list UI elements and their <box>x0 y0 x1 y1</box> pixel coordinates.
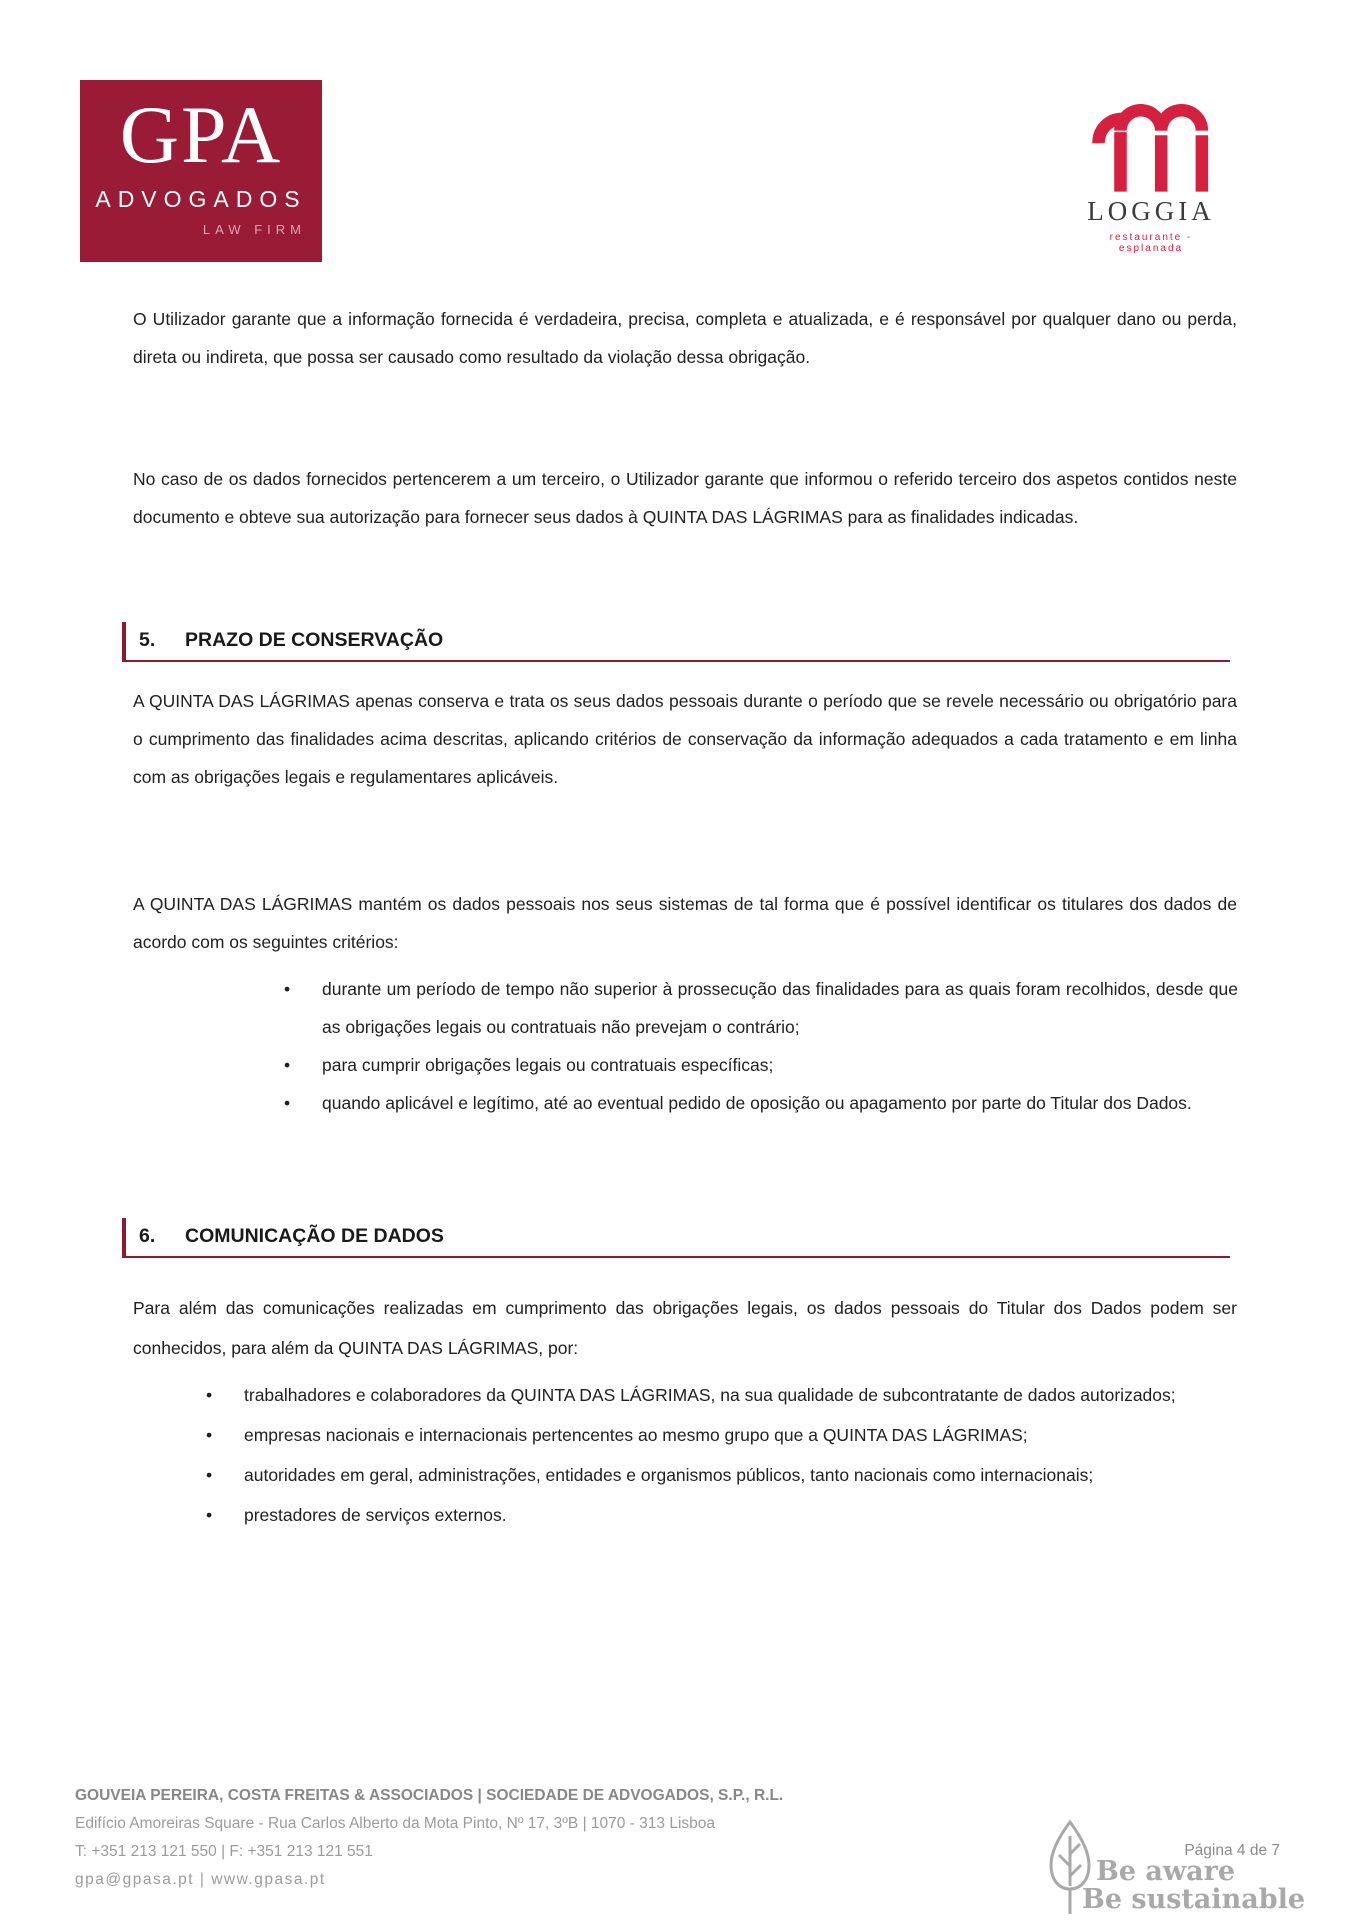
loggia-logo <box>1084 104 1218 254</box>
gpa-logo-acronym: GPA <box>119 89 283 180</box>
section-5-heading <box>122 622 1230 662</box>
list-item: • prestadores de serviços externos. <box>244 1495 1238 1535</box>
paragraph-third-party-data: No caso de os dados fornecidos pertencerem a um terceiro, o Utilizador garante que informou o referido terceiro dos aspetos contidos neste documento e obteve sua autorização para fornecer seus dados à QUINTA DAS LÁGRIMAS para as finalidades indicadas. <box>133 469 1237 527</box>
loggia-logo-tagline: restaurante - esplanada <box>1109 232 1193 254</box>
gpa-advogados-logo <box>80 80 322 262</box>
section-6-paragraph-1: Para além das comunicações realizadas em cumprimento das obrigações legais, os dados pessoais do Titular dos Dados podem ser conhecidos, para além da QUINTA DAS LÁGRIMAS, por: <box>133 1298 1237 1358</box>
list-item: • trabalhadores e colaboradores da QUINTA DAS LÁGRIMAS, na sua qualidade de subcontratante de dados autorizados; <box>244 1375 1238 1415</box>
section-5-bullet-list <box>322 970 1238 1122</box>
list-item: • quando aplicável e legítimo, até ao eventual pedido de oposição ou apagamento por parte do Titular dos Dados. <box>322 1084 1238 1122</box>
loggia-logo-name: LOGGIA <box>1087 196 1215 226</box>
eco-slogan-line2: Be sustainable <box>1082 1884 1306 1915</box>
loggia-m-arches-icon <box>1092 104 1210 194</box>
gpa-logo-subtitle: ADVOGADOS <box>95 186 307 212</box>
footer-address: Edifício Amoreiras Square - Rua Carlos Alberto da Mota Pinto, Nº 17, 3ºB | 1070 - 313 Lisboa <box>75 1815 715 1832</box>
list-item: • durante um período de tempo não superior à prossecução das finalidades para as quais foram recolhidos, desde que as obrigações legais ou contratuais não prevejam o contrário; <box>322 970 1238 1046</box>
section-5-paragraph-2: A QUINTA DAS LÁGRIMAS mantém os dados pessoais nos seus sistemas de tal forma que é possível identificar os titulares dos dados de acordo com os seguintes critérios: <box>133 894 1237 952</box>
footer-contact-block <box>75 1782 783 1894</box>
list-item: • para cumprir obrigações legais ou contratuais específicas; <box>322 1046 1238 1084</box>
list-item: • autoridades em geral, administrações, entidades e organismos públicos, tanto nacionais como internacionais; <box>244 1455 1238 1495</box>
footer-phones: T: +351 213 121 550 | F: +351 213 121 551 <box>75 1843 373 1860</box>
section-5-paragraph-1: A QUINTA DAS LÁGRIMAS apenas conserva e trata os seus dados pessoais durante o período que se revele necessário ou obrigatório para o cumprimento das finalidades acima descritas, aplicando critérios de conservação da informação adequados a cada tratamento e em linha com as obrigações legais e regulamentares aplicáveis. <box>133 691 1237 787</box>
page-number: Página 4 de 7 <box>1184 1842 1280 1859</box>
gpa-logo-tagline: LAW FIRM <box>202 222 306 237</box>
footer-email-web: gpa@gpasa.pt | www.gpasa.pt <box>75 1871 326 1888</box>
eco-slogan-line1: Be aware <box>1096 1856 1236 1887</box>
section-6-heading <box>122 1218 1230 1258</box>
footer-firm-name: GOUVEIA PEREIRA, COSTA FREITAS & ASSOCIADOS | SOCIEDADE DE ADVOGADOS, S.P., R.L. <box>75 1787 784 1804</box>
paragraph-user-guarantee: O Utilizador garante que a informação fornecida é verdadeira, precisa, completa e atualizada, e é responsável por qualquer dano ou perda, direta ou indireta, que possa ser causado como resultado da violação dessa obrigação. <box>133 309 1237 367</box>
section-6-title: COMUNICAÇÃO DE DADOS <box>185 1225 444 1247</box>
section-6-number: 6. <box>139 1225 156 1247</box>
section-6-bullet-list <box>244 1375 1238 1535</box>
section-5-number: 5. <box>139 629 156 651</box>
section-5-title: PRAZO DE CONSERVAÇÃO <box>185 629 444 651</box>
list-item: • empresas nacionais e internacionais pertencentes ao mesmo grupo que a QUINTA DAS LÁGRIMAS; <box>244 1415 1238 1455</box>
